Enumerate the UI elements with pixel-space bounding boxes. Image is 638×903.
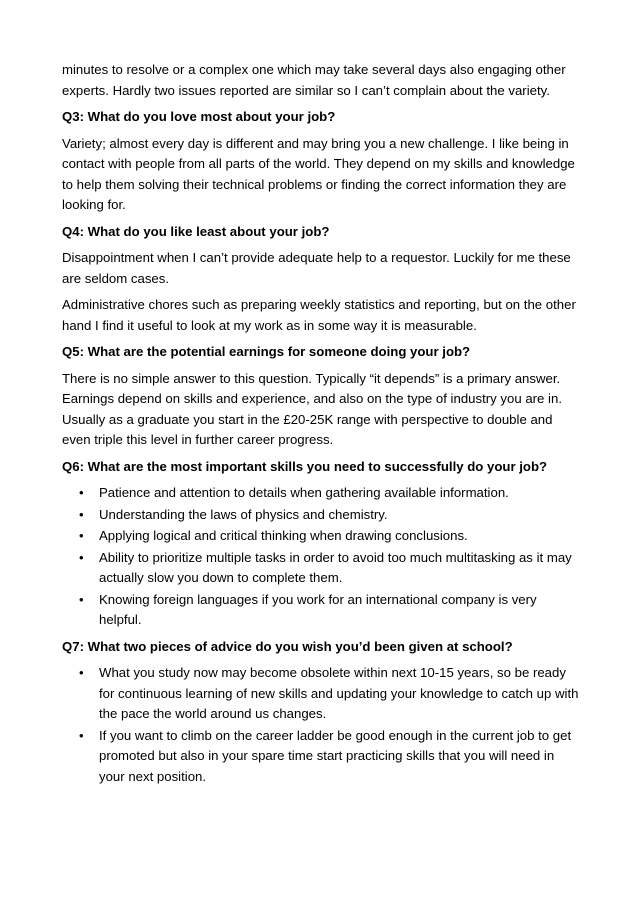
- answer-q4-paragraph-1: Disappointment when I can’t provide adequate help to a requestor. Luckily for me these are seldom cases.: [62, 250, 571, 286]
- bullet-icon: •: [79, 549, 84, 565]
- skills-list: [62, 483, 582, 631]
- intro-continued-paragraph: minutes to resolve or a complex one which may take several days also engaging other experts. Hardly two issues reported are similar so I can’t complain about the variety.: [62, 62, 566, 98]
- list-item: • If you want to climb on the career ladder be good enough in the current job to get promoted but also in your spare time start practicing skills that you will need in your next position.: [79, 727, 572, 784]
- answer-q5: There is no simple answer to this question. Typically “it depends” is a primary answer. Earnings depend on skills and experience, and also on the type of industry you are in. Usually as a graduate you start in the £20-25K range with perspective to double and even triple this level in further career progress.: [62, 370, 562, 447]
- advice-list: [62, 663, 582, 787]
- question-q3: Q3: What do you love most about your job?: [62, 109, 336, 124]
- list-item: • Knowing foreign languages if you work for an international company is very helpful.: [79, 591, 537, 627]
- bullet-icon: •: [79, 528, 84, 543]
- bullet-icon: •: [79, 591, 84, 607]
- question-q7: Q7: What two pieces of advice do you wish you’d been given at school?: [62, 638, 513, 654]
- answer-q4-paragraph-2: Administrative chores such as preparing weekly statistics and reporting, but on the other hand I find it useful to look at my work as in some way it is measurable.: [62, 297, 576, 333]
- list-item: • What you study now may become obsolete within next 10-15 years, so be ready for continuous learning of new skills and updating your knowledge to catch up with the pace the world around us changes.: [79, 665, 579, 721]
- bullet-icon: •: [79, 485, 84, 500]
- list-item: • Ability to prioritize multiple tasks in order to avoid too much multitasking as it may actually slow you down to complete them.: [79, 549, 572, 585]
- answer-q3: Variety; almost every day is different and may bring you a new challenge. I like being in contact with people from all parts of the world. They depend on my skills and knowledge to help them solving their technical problems or finding the correct information they are looking for.: [62, 135, 575, 212]
- list-item: • Applying logical and critical thinking when drawing conclusions.: [62, 526, 582, 547]
- bullet-icon: •: [79, 727, 84, 743]
- question-q5: Q5: What are the potential earnings for someone doing your job?: [62, 344, 471, 359]
- list-item: • Patience and attention to details when gathering available information.: [62, 483, 582, 504]
- question-q4: Q4: What do you like least about your job?: [62, 223, 330, 239]
- list-item: • Understanding the laws of physics and chemistry.: [62, 505, 582, 526]
- question-q6: Q6: What are the most important skills you need to successfully do your job?: [62, 458, 548, 474]
- document-page: [62, 60, 582, 793]
- bullet-icon: •: [79, 506, 84, 522]
- bullet-icon: •: [79, 665, 84, 680]
